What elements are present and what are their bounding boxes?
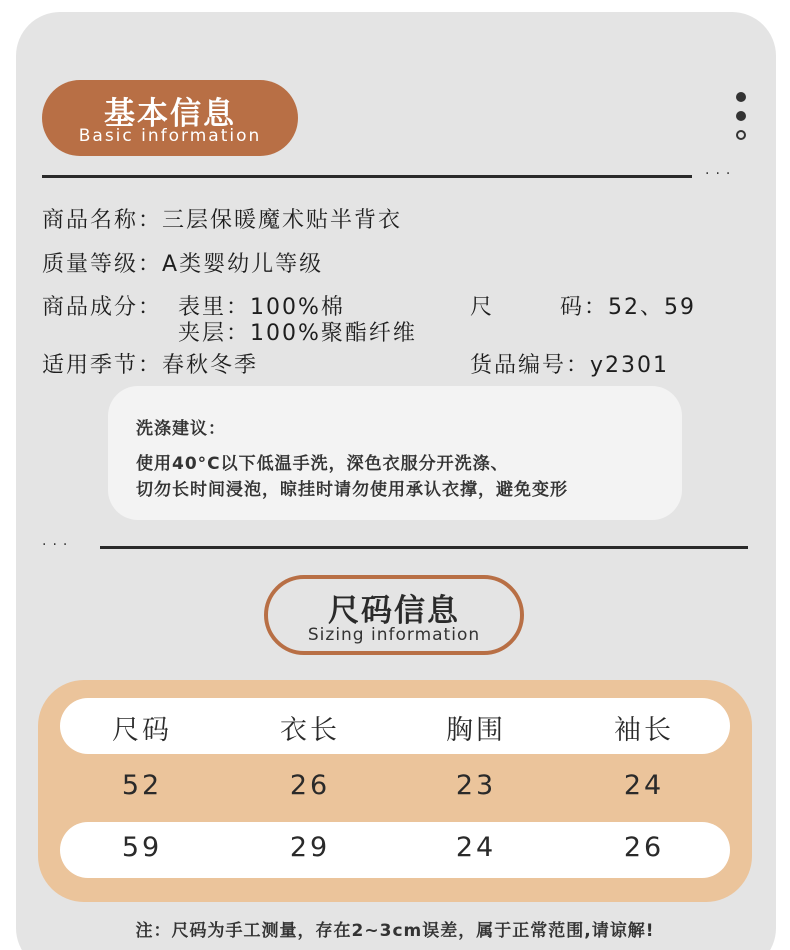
table-cell: 59	[121, 832, 163, 863]
divider-mid-dots: ···	[42, 537, 74, 553]
product-name-row	[42, 203, 402, 234]
washing-advice-line-1: 使用40°C以下低温手洗，深色衣服分开洗涤、	[136, 454, 509, 474]
divider-mid	[100, 546, 748, 549]
table-cell: 24	[623, 770, 665, 801]
table-cell: 26	[289, 770, 331, 801]
sizing-info-badge	[264, 575, 524, 655]
table-cell: 52	[121, 770, 163, 801]
table-cell: 24	[455, 832, 497, 863]
table-cell: 29	[289, 832, 331, 863]
size-value: 52、59	[608, 295, 697, 320]
table-cell: 23	[455, 770, 497, 801]
divider-top	[42, 175, 692, 178]
sizing-info-title: 尺码信息	[328, 593, 460, 629]
season-value: 春秋冬季	[162, 353, 259, 378]
season-label: 适用季节：	[42, 353, 163, 378]
quality-grade-row	[42, 247, 323, 278]
season-row	[42, 348, 258, 379]
size-row	[560, 290, 696, 321]
washing-advice-line-2: 切勿长时间浸泡，晾挂时请勿使用承认衣撑，避免变形	[136, 480, 568, 500]
product-name-label: 商品名称：	[42, 208, 163, 233]
product-code-value: y2301	[590, 353, 670, 378]
basic-info-badge	[42, 80, 298, 156]
washing-advice-title: 洗涤建议：	[136, 419, 226, 439]
material-label: 商品成分：	[42, 295, 163, 320]
product-name-value: 三层保暖魔术贴半背衣	[162, 208, 403, 233]
size-label-b: 码：	[560, 295, 609, 320]
product-code-row	[470, 348, 669, 379]
divider-top-dots: ···	[705, 166, 737, 182]
measurement-note: 注：尺码为手工测量，存在2~3cm误差，属于正常范围,请谅解!	[135, 921, 655, 941]
table-header-chest: 胸围	[446, 715, 506, 746]
quality-grade-value: A类婴幼儿等级	[162, 252, 324, 277]
washing-advice-box	[108, 386, 682, 520]
basic-info-subtitle: Basic information	[78, 126, 262, 146]
quality-grade-label: 质量等级：	[42, 252, 163, 277]
size-table	[38, 680, 752, 902]
table-header-sleeve: 袖长	[614, 715, 674, 746]
material-inner: 夹层：100%聚酯纤维	[178, 321, 417, 346]
product-code-label: 货品编号：	[470, 353, 591, 378]
table-header-length: 衣长	[280, 715, 340, 746]
material-outer: 表里：100%棉	[178, 295, 345, 320]
basic-info-title: 基本信息	[104, 96, 236, 132]
more-dots-icon	[736, 92, 748, 149]
table-header-size: 尺码	[112, 715, 172, 746]
size-label-a: 尺	[470, 295, 495, 320]
table-cell: 26	[623, 832, 665, 863]
sizing-info-subtitle: Sizing information	[307, 625, 481, 645]
